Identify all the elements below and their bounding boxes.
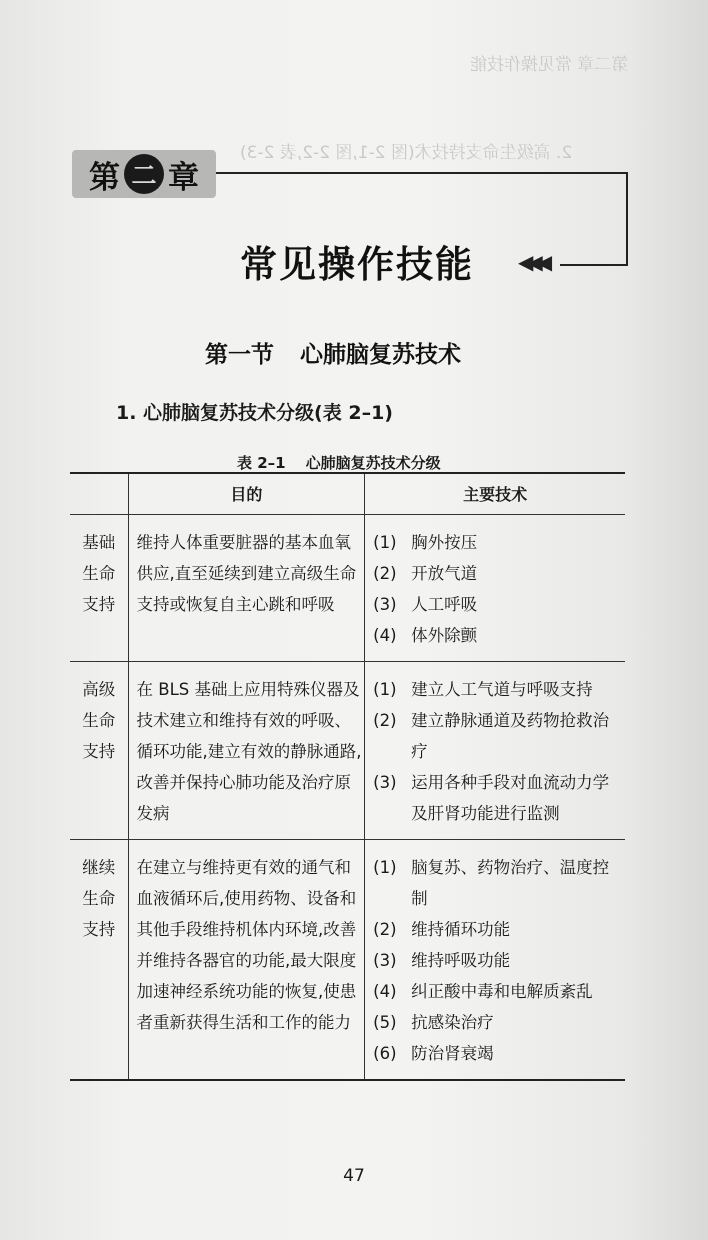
category-line: 基础	[82, 533, 116, 552]
table-row	[70, 662, 625, 840]
technique-item	[373, 705, 625, 767]
technique-number: (1)	[373, 680, 397, 699]
subheading: 1. 心肺脑复苏技术分级(表 2–1)	[116, 402, 393, 424]
technique-text: 纠正酸中毒和电解质紊乱	[411, 982, 593, 1001]
row-techniques	[365, 515, 625, 662]
technique-text: 防治肾衰竭	[411, 1044, 494, 1063]
technique-item	[373, 945, 625, 976]
technique-text: 维持呼吸功能	[411, 951, 511, 970]
table-row	[70, 840, 625, 1081]
technique-number: (3)	[373, 773, 397, 792]
table-caption	[237, 452, 441, 473]
category-line: 生命	[82, 711, 116, 730]
technique-item	[373, 558, 625, 589]
technique-text: 开放气道	[411, 564, 478, 583]
page-number: 47	[343, 1166, 365, 1186]
table-header-row	[70, 473, 625, 515]
header-purpose: 目的	[128, 473, 365, 515]
technique-item	[373, 914, 625, 945]
table-caption-label: 表 2–1	[237, 454, 286, 472]
resuscitation-levels-table	[70, 472, 625, 1081]
technique-item	[373, 527, 625, 558]
row-techniques	[365, 662, 625, 840]
chapter-prefix: 第	[89, 159, 120, 196]
technique-item	[373, 767, 625, 829]
header-techniques: 主要技术	[365, 473, 625, 515]
chapter-badge	[72, 150, 216, 198]
row-purpose: 在建立与维持更有效的通气和血液循环后,使用药物、设备和其他手段维持机体内环境,改善并维持各器官的功能,最大限度加速神经系统功能的恢复,使患者重新获得生活和工作的能力	[128, 840, 365, 1081]
chapter-title: 常见操作技能	[240, 242, 474, 286]
technique-item	[373, 1038, 625, 1069]
technique-item	[373, 620, 625, 651]
category-line: 生命	[82, 889, 116, 908]
row-category	[70, 515, 128, 662]
show-through-running-head: 第二章 常见操作技能	[470, 55, 629, 75]
technique-text: 脑复苏、药物治疗、温度控制	[411, 858, 610, 908]
technique-number: (1)	[373, 858, 397, 877]
category-line: 支持	[82, 920, 116, 939]
technique-number: (3)	[373, 595, 397, 614]
technique-text: 体外除颤	[411, 626, 478, 645]
category-line: 支持	[82, 595, 116, 614]
technique-text: 建立人工气道与呼吸支持	[411, 680, 593, 699]
header-category	[70, 473, 128, 515]
category-line: 继续	[82, 858, 116, 877]
row-purpose: 维持人体重要脏器的基本血氧供应,直至延续到建立高级生命支持或恢复自主心跳和呼吸	[128, 515, 365, 662]
category-line: 支持	[82, 742, 116, 761]
category-line: 生命	[82, 564, 116, 583]
row-techniques	[365, 840, 625, 1081]
technique-number: (1)	[373, 533, 397, 552]
section-title: 心肺脑复苏技术	[300, 341, 461, 368]
technique-number: (2)	[373, 711, 397, 730]
chapter-rule-bottom	[560, 264, 628, 266]
chapter-number: 二	[124, 154, 164, 194]
row-purpose: 在 BLS 基础上应用特殊仪器及技术建立和维持有效的呼吸、循环功能,建立有效的静脉通路,改善并保持心肺功能及治疗原发病	[128, 662, 365, 840]
technique-item	[373, 674, 625, 705]
chapter-rule-side	[626, 172, 628, 266]
category-line: 高级	[82, 680, 116, 699]
technique-number: (5)	[373, 1013, 397, 1032]
technique-item	[373, 852, 625, 914]
table-caption-title: 心肺脑复苏技术分级	[305, 454, 441, 472]
technique-item	[373, 976, 625, 1007]
technique-text: 维持循环功能	[411, 920, 511, 939]
technique-item	[373, 1007, 625, 1038]
technique-text: 建立静脉通道及药物抢救治疗	[411, 711, 610, 761]
technique-item	[373, 589, 625, 620]
row-category	[70, 840, 128, 1081]
technique-text: 人工呼吸	[411, 595, 478, 614]
section-number: 第一节	[205, 341, 274, 368]
technique-number: (4)	[373, 982, 397, 1001]
table-row	[70, 515, 625, 662]
chapter-suffix: 章	[168, 159, 199, 196]
triple-left-arrow-icon: ◀◀◀	[518, 250, 547, 274]
technique-text: 抗感染治疗	[411, 1013, 494, 1032]
technique-text: 运用各种手段对血流动力学及肝肾功能进行监测	[411, 773, 610, 823]
technique-text: 胸外按压	[411, 533, 478, 552]
technique-number: (6)	[373, 1044, 397, 1063]
show-through-line: 2. 高级生命支持技术(图 2-1,图 2-2,表 2-3)	[240, 143, 573, 163]
technique-number: (2)	[373, 920, 397, 939]
chapter-rule-top	[216, 172, 628, 174]
technique-number: (4)	[373, 626, 397, 645]
section-heading	[205, 336, 461, 369]
technique-number: (2)	[373, 564, 397, 583]
row-category	[70, 662, 128, 840]
technique-number: (3)	[373, 951, 397, 970]
